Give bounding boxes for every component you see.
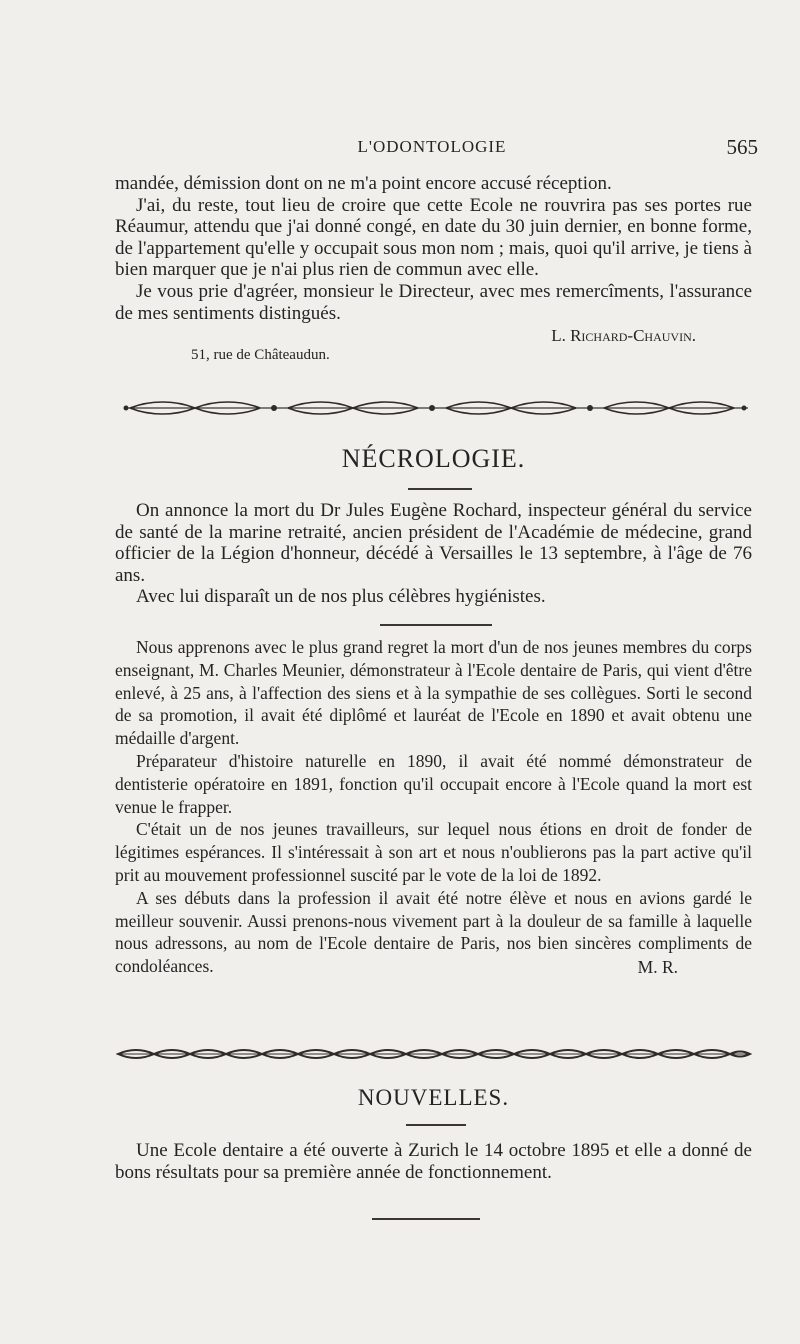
letter-paragraph: Je vous prie d'agréer, monsieur le Directeur, avec mes remercîments, l'assurance de mes sentiments distingués.: [115, 280, 752, 324]
notice-paragraph: On annonce la mort du Dr Jules Eugène Rochard, inspecteur général du service de santé de la marine retraité, ancien président de l'Académie de médecine, grand officier de la Légion d'honneur, décédé à Versailles le 13 septembre, à l'âge de 76 ans.: [115, 500, 752, 586]
running-title: L'ODONTOLOGIE: [357, 137, 507, 156]
meunier-notice: [115, 636, 752, 979]
letter-paragraph: mandée, démission dont on ne m'a point encore accusé réception.: [115, 173, 612, 194]
letter-signature: [115, 325, 752, 347]
notice-paragraph: Nous apprenons avec le plus grand regret la mort d'un de nos jeunes membres du corps enseignant, M. Charles Meunier, démonstrateur à l'Ecole dentaire de Paris, qui vient d'être enlevé, à 25 ans, à l'affection des siens et à la sympathie de ses collègues. Sorti le second de sa promotion, il avait été diplômé et lauréat de l'Ecole en 1890 et avait obtenu une médaille d'argent.: [115, 637, 752, 749]
signature-name: Richard-Chauvin.: [570, 326, 696, 346]
letter-address: 51, rue de Châteaudun.: [191, 346, 330, 363]
page-number: 565: [726, 135, 758, 159]
letter-paragraph: J'ai, du reste, tout lieu de croire que cette Ecole ne rouvrira pas ses portes rue Réaumur, attendu que j'ai donné congé, en date du 30 juin dernier, en bonne forme, de l'appartement qu'elle y occupait sous mon nom ; mais, quoi qu'il arrive, je tiens à bien marquer que je n'ai plus rien de commun avec elle.: [115, 194, 752, 281]
letter-body: [115, 173, 752, 366]
notice-paragraph: Préparateur d'histoire naturelle en 1890, il avait été nommé démonstrateur de dentisterie opératoire en 1891, fonction qu'il occupait encore à l'Ecole quand la mort est venue le frapper.: [115, 750, 752, 817]
end-rule: [372, 1218, 480, 1220]
heading-rule: [406, 1124, 466, 1126]
ornament-divider: [120, 398, 752, 418]
heading-rule: [408, 488, 472, 490]
running-header: [112, 135, 758, 161]
news-paragraph: Une Ecole dentaire a été ouverte à Zurich le 14 octobre 1895 et elle a donné de bons résultats pour sa première année de fonctionnement.: [115, 1140, 752, 1183]
notice-paragraph: C'était un de nos jeunes travailleurs, sur lequel nous étions en droit de fonder de légitimes espérances. Il s'intéressait à son art et nous n'oublierons pas la part active qu'il prit au mouvement professionnel suscité par le vote de la loi de 1892.: [115, 819, 752, 885]
necrologie-heading: NÉCROLOGIE.: [341, 444, 526, 473]
notice-paragraph: Avec lui disparaît un de nos plus célèbres hygiénistes.: [136, 586, 546, 608]
chain-divider: [116, 1044, 752, 1064]
separator-rule: [380, 624, 492, 626]
nouvelles-heading: NOUVELLES.: [357, 1085, 510, 1110]
nouvelles-body: [115, 1140, 752, 1183]
notice-paragraph: A ses débuts dans la profession il avait été notre élève et nous en avions gardé le meilleur souvenir. Aussi prenons-nous vivement part à la douleur de sa famille à laquelle nous adressons, au nom de l'Ecole dentaire de Paris, nos bien sincères compliments de condoléances.: [115, 887, 752, 977]
signature-initial: L.: [551, 326, 566, 346]
rochard-notice: [115, 500, 752, 608]
notice-signature: M. R.: [637, 956, 678, 977]
